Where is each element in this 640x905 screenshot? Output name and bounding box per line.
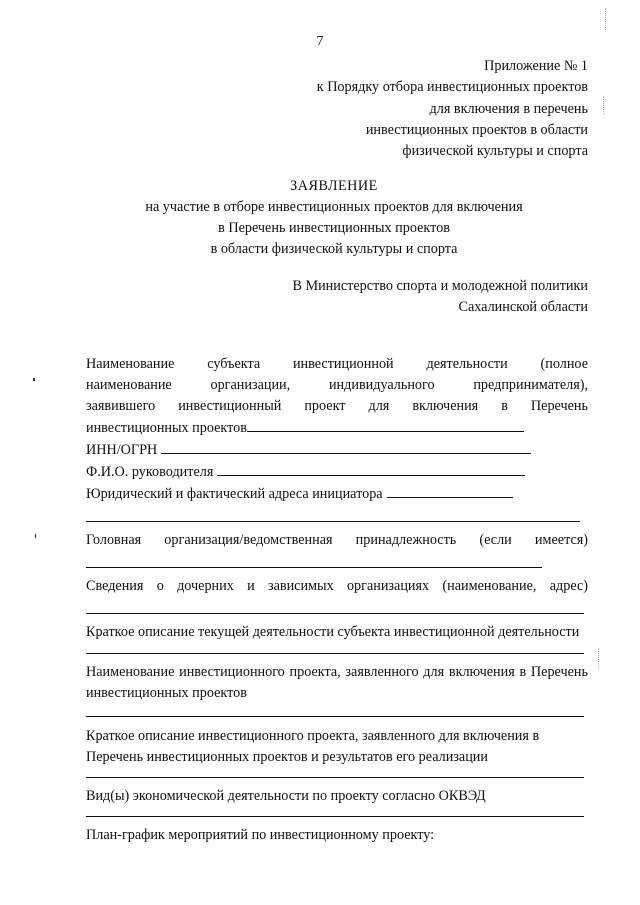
inn-label: ИНН/ОГРН: [86, 442, 158, 458]
activity-desc-blank[interactable]: [86, 653, 584, 654]
address-label: Юридический и фактический адреса инициатора: [86, 486, 383, 502]
okved-label: [86, 786, 588, 807]
schedule-label: [86, 825, 588, 846]
scan-speck: [33, 378, 35, 381]
director-field: [86, 461, 588, 483]
project-desc-blank[interactable]: [86, 777, 584, 778]
project-name-blank[interactable]: [86, 716, 584, 717]
scan-edge-mark: [598, 648, 600, 668]
addressee-line: В Министерство спорта и молодежной политики: [292, 278, 588, 294]
annex-header: [317, 56, 588, 162]
page-number: 7: [316, 34, 324, 49]
okved-label-text: Вид(ы) экономической деятельности по проекту согласно ОКВЭД: [86, 788, 486, 804]
annex-line: инвестиционных проектов в области: [365, 121, 588, 138]
annex-line: к Порядку отбора инвестиционных проектов: [316, 79, 588, 96]
scan-edge-mark: [605, 8, 607, 30]
title-line: в области физической культуры и спорта: [210, 241, 458, 257]
subsidiaries-blank[interactable]: [86, 613, 584, 614]
okved-blank[interactable]: [86, 816, 584, 817]
document-title: [84, 176, 584, 260]
application-form: [86, 354, 588, 846]
address-blank[interactable]: [387, 483, 513, 498]
title-heading: ЗАЯВЛЕНИЕ: [290, 178, 378, 194]
annex-line: для включения в перечень: [429, 100, 588, 117]
project-name-label: Наименование инвестиционного проекта, заявленного для включения в Перечень инвестиционных проектов: [86, 664, 588, 701]
subject-name-label-line: Наименование субъекта инвестиционной деятельности (полное: [86, 356, 588, 372]
subject-name-label-line: заявившего инвестиционный проект для включения в Перечень: [86, 398, 588, 414]
annex-line: Приложение № 1: [484, 58, 588, 74]
inn-blank[interactable]: [161, 439, 531, 454]
director-label: Ф.И.О. руководителя: [86, 464, 214, 480]
subsidiaries-label: Сведения о дочерних и зависимых организациях (наименование, адрес): [86, 578, 588, 594]
subject-name-blank[interactable]: [247, 417, 524, 432]
addressee: [292, 276, 588, 318]
subject-name-field: [86, 417, 588, 439]
scan-speck: [35, 534, 36, 538]
project-desc-label: Краткое описание инвестиционного проекта, заявленного для включения в Перечень инвестиционных проектов и результатов его реализации: [86, 728, 540, 765]
title-line: в Перечень инвестиционных проектов: [218, 220, 450, 236]
annex-line: физической культуры и спорта: [402, 143, 588, 160]
head-org-blank[interactable]: [86, 567, 542, 568]
subject-name-label-end: инвестиционных проектов: [86, 420, 247, 436]
addressee-line: Сахалинской области: [458, 299, 588, 315]
activity-desc-label: Краткое описание текущей деятельности субъекта инвестиционной деятельности: [86, 624, 580, 640]
inn-field: [86, 439, 588, 461]
head-org-label: Головная организация/ведомственная принадлежность (если имеется): [86, 532, 588, 548]
subject-name-label-line: наименование организации, индивидуального предпринимателя),: [86, 377, 588, 393]
scan-edge-mark: [603, 96, 605, 114]
address-blank-line[interactable]: [86, 521, 580, 522]
address-field: [86, 483, 588, 505]
director-blank[interactable]: [217, 461, 525, 476]
schedule-label-text: План-график мероприятий по инвестиционному проекту:: [86, 827, 435, 843]
title-line: на участие в отборе инвестиционных проектов для включения: [145, 199, 523, 215]
